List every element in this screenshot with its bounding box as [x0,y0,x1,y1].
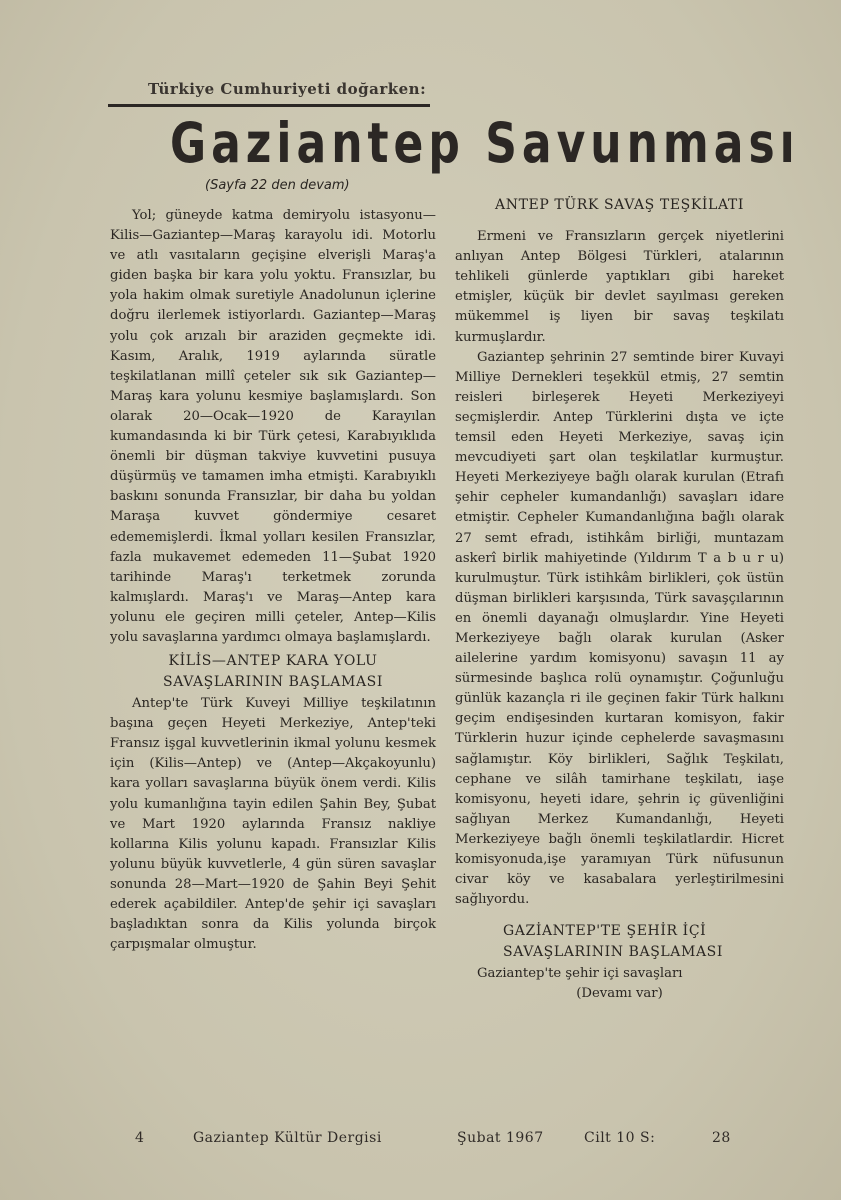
continued-note: (Devamı var) [576,986,663,1002]
footer-date: Şubat 1967 [457,1130,544,1146]
continued-from-note: (Sayfa 22 den devam) [205,178,350,193]
footer-volume: Cilt 10 S: [584,1130,656,1146]
right-paragraph: Gaziantep şehrinin 27 semtinde birer Kuvayi Milliye Dernekleri teşekkül etmiş, 27 semtin reisleri birleşerek Heyeti Merkeziyeyi seçmişlerdir. Antep Türklerini dışta ve içte temsil eden Heyeti Merkeziye, savaş için mevcudiyeti şart olan teşkilatlar kurmuştur. Heyeti Merkeziyeye bağlı olarak kurulan (Etrafı şehir cepheler kumandanlığı) savaşları idare etmiştir. Cepheler Kumandanlığına bağlı olarak 27 semt efradı, istihkâm birliği, muntazam askerî birlik mahiyetinde (Yıldırım T a b u r u) kurulmuştur. Türk istihkâm birlikleri, çok üstün düşman birlikleri karşısında, Türk savaşçılarının en önemli dayanağı olmuşlardır. Yine Heyeti Merkeziyeye bağlı olarak kurulan (Asker ailelerine yardım komisyonu) savaşın 11 ay sürmesinde başlıca rolü oynamıştır. Çoğunluğu günlük kazançla ri ile geçinen fakir Türk halkını geçim endişesinden kurtaran komisyon, fakir Türklerin huzur içinde cephelerde savaşmasını sağlamıştır. Köy birlikleri, Sağlık Teşkilatı, cephane ve silâh tamirhane teşkilatı, iaşe komisyonu, heyeti idare, şehrin iç güvenliğini sağlıyan Merkez Kumandanlığı, Heyeti Merkeziyeye bağlı önemli teşkilatlardir. Hicret komisyonuda,işe yaramıyan Türk nüfusunun civar köy ve kasabalara yerleştirilmesini sağlıyordu. [455,349,784,908]
right-column [455,195,784,1004]
kicker-rule-divider [108,104,430,107]
left-section-paragraph: Antep'te Türk Kuveyi Milliye teşkilatının başına geçen Heyeti Merkeziye, Antep'teki Fransız işgal kuvvetlerinin ikmal yolunu kesmek için (Kilis—Antep) ve (Antep—Akçakoyunlu) kara yolları savaşlarına büyük önem verdi. Kilis yolu kumanlığına tayin edilen Şahin Bey, Şubat ve Mart 1920 aylarında Fransız nakliye kollarına Kilis yolunu kapadı. Fransızlar Kilis yolunu büyük kuvvetlerle, 4 gün süren savaşlar sonunda 28—Mart—1920 de Şahin Beyi Şehit ederek açabildiler. Antep'de şehir içi savaşları başladıktan sonra da Kilis yolunda birçok çarpışmalar olmuştur. [110,696,436,953]
left-paragraph: Yol; güneyde katma demiryolu istasyonu—Kilis—Gaziantep—Maraş karayolu idi. Motorlu ve atlı vasıtaların geçişine elverişli Maraş'a giden başka bir kara yolu yoktu. Fransızlar, bu yola hakim olmak suretiyle Anadolunun içlerine doğru ilerlemek istiyorlardı. Gaziantep—Maraş yolu çok arızalı bir araziden geçmekte idi. Kasım, Aralık, 1919 aylarında süratle teşkilatlanan millî çeteler sık sık Gaziantep—Maraş kara yolunu kesmiye başlamışlardı. Son olarak 20—Ocak—1920 de Karayılan kumandasında ki bir Türk çetesi, Karabıyıklıda önemli bir düşman takviye kuvvetini pusuya düşürmüş ve tamamen imha etmişti. Karabıyıklı baskını sonunda Fransızlar, bir daha bu yoldan Maraşa kuvvet göndermiye cesaret edememişlerdi. İkmal yolları kesilen Fransızlar, fazla mukavemet edemeden 11—Şubat 1920 tarihinde Maraş'ı terketmek zorunda kalmışlardı. Maraş'ı ve Maraş—Antep kara yolunu ele geçiren milli çeteler, Antep—Kilis yolu savaşlarına yardımcı olmaya başlamışlardı. [110,208,436,645]
section-heading-line-1: KİLİS—ANTEP KARA YOLU [168,653,378,670]
section-heading-line-2: SAVAŞLARININ BAŞLAMASI [163,674,383,691]
right-paragraph: Ermeni ve Fransızların gerçek niyetlerini anlıyan Antep Bölgesi Türkleri, atalarının tehlikeli günlerde yaptıkları gibi hareket etmişler, küçük bir devlet sayılması gereken mükemmel iş liyen bir savaş teşkilatı kurmuşlardır. [455,229,784,345]
footer-issue-page: 28 [712,1130,731,1146]
footer-magazine-title: Gaziantep Kültür Dergisi [193,1130,382,1146]
kicker-line: Türkiye Cumhuriyeti doğarken: [148,80,427,98]
sub-section [455,922,784,1004]
article-headline: Gaziantep Savunması [170,112,800,176]
sub-heading-line-2: SAVAŞLARININ BAŞLAMASI [503,944,723,961]
sub-heading-line-1: GAZİANTEP'TE ŞEHİR İÇİ [503,923,707,940]
right-column-heading: ANTEP TÜRK SAVAŞ TEŞKİLATI [495,197,744,213]
footer-page-number: 4 [135,1130,145,1146]
sub-section-text: Gaziantep'te şehir içi savaşları [477,966,683,982]
left-column [110,206,436,955]
